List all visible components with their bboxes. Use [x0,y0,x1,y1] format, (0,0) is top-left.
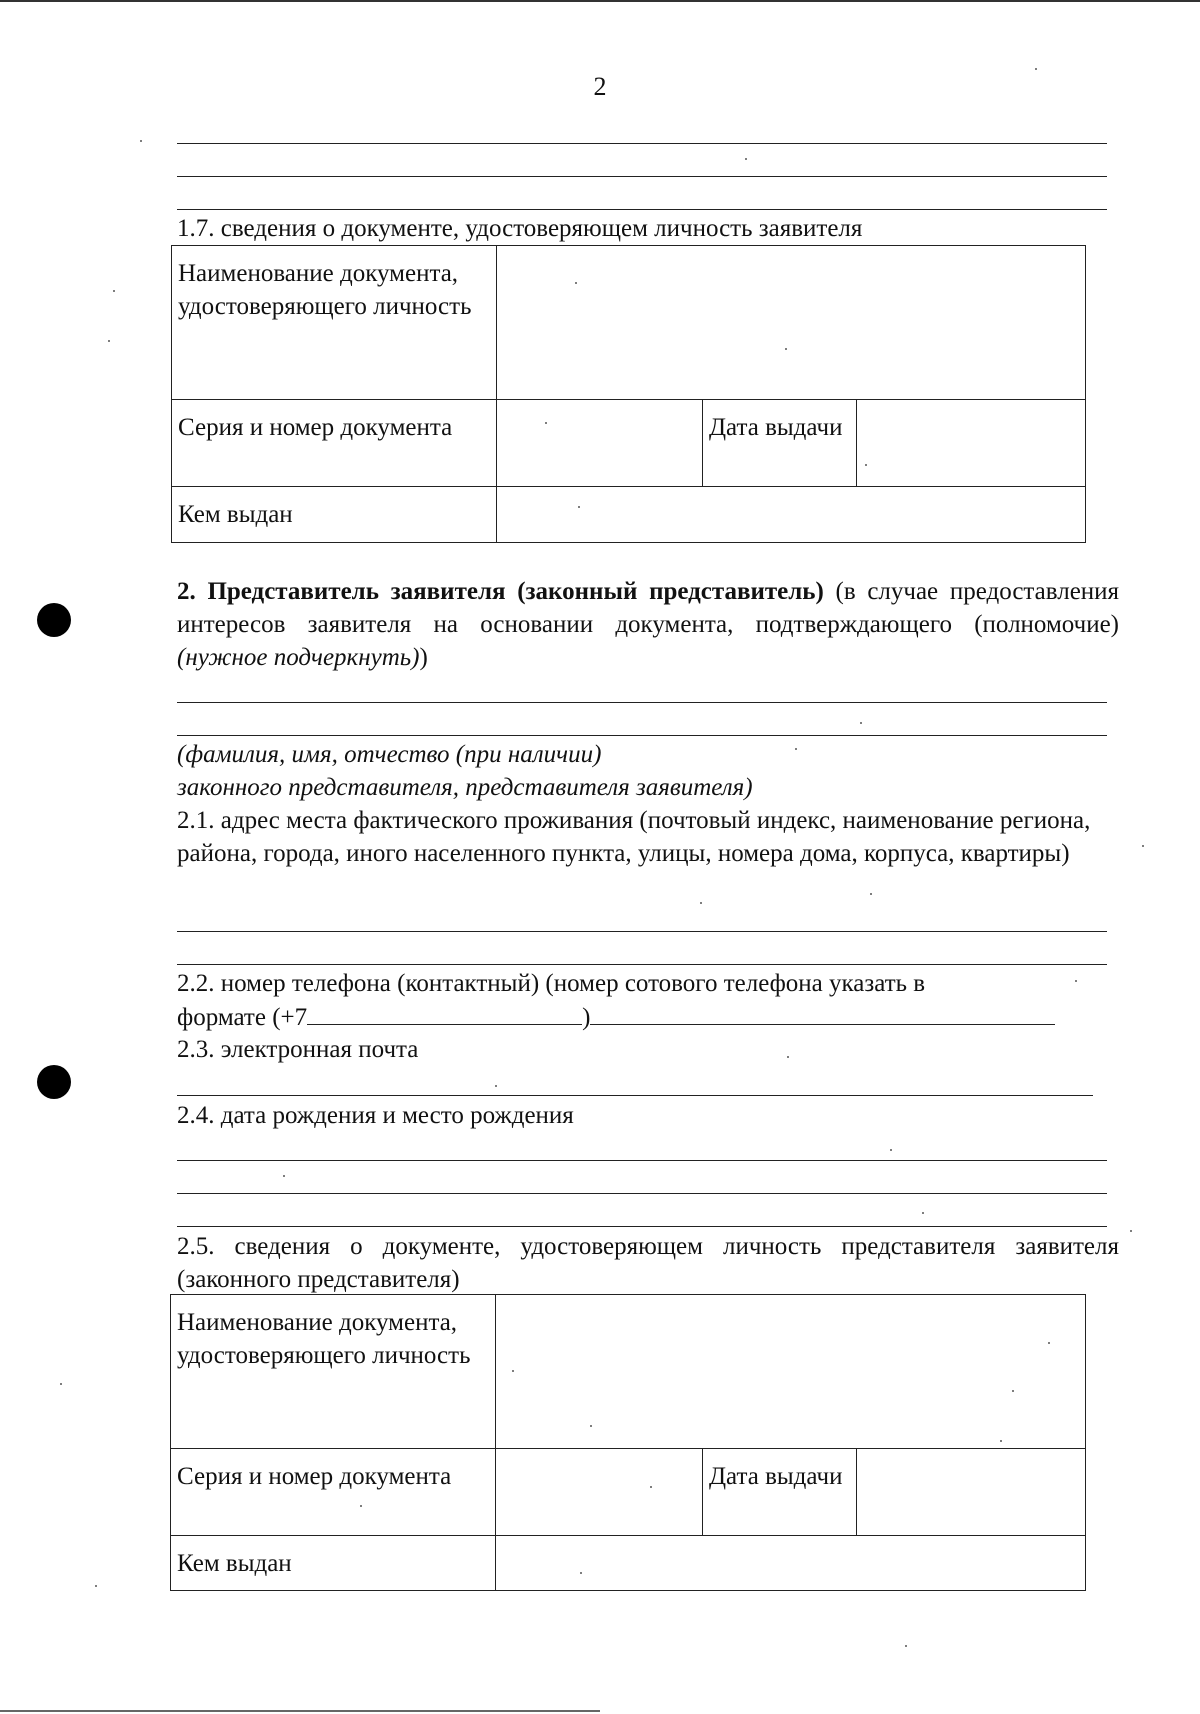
page-number: 2 [593,72,607,101]
issued-by-value-cell[interactable] [496,1536,1086,1591]
representative-name-caption-2: законного представителя, представителя заявителя) [177,774,753,801]
item-2-4: 2.4. дата рождения и место рождения [177,1102,574,1129]
series-number-label-cell [172,400,497,487]
issued-by-label: Кем выдан [178,501,293,528]
phone-format-prefix: формате (+7 [177,1004,308,1031]
issue-date-label: Дата выдачи [709,414,843,441]
section-2-title-bold-2: заявителя (законный [390,578,638,605]
table-row [172,487,1086,543]
issue-date-label-cell [703,400,857,487]
series-number-label: Серия и номер документа [178,414,453,441]
table-row [171,1449,1086,1536]
address-line-1[interactable] [177,931,1107,932]
representative-name-caption-1: (фамилия, имя, отчество (при наличии) [177,741,602,768]
section-2-title-italic: (нужное подчеркнуть) [177,644,420,671]
birth-line-3[interactable] [177,1226,1107,1227]
table-row [172,246,1086,400]
doc-name-value-cell[interactable] [496,1295,1086,1449]
punch-hole-top [37,603,71,637]
series-number-label-cell [171,1449,496,1536]
address-line-2[interactable] [177,964,1107,965]
issued-by-label: Кем выдан [177,1550,292,1577]
section-2-title [177,575,1119,674]
item-2-3: 2.3. электронная почта [177,1036,419,1063]
doc-name-label: Наименование документа, удостоверяющего личность [177,1309,471,1369]
birth-line-2[interactable] [177,1193,1107,1194]
doc-name-label-cell [172,246,497,400]
issued-by-label-cell [171,1536,496,1591]
issue-date-label-cell [703,1449,857,1536]
issue-date-value-cell[interactable] [857,1449,1086,1536]
blank-line-2 [177,176,1107,177]
issued-by-value-cell[interactable] [497,487,1086,543]
series-number-label: Серия и номер документа [177,1463,452,1490]
birth-line-1[interactable] [177,1160,1107,1161]
blank-line-1 [177,143,1107,144]
representative-name-line-2[interactable] [177,735,1107,736]
phone-format-close: ) [582,1004,591,1031]
table-row [171,1295,1086,1449]
scan-bottom-edge [0,1710,600,1712]
email-line[interactable] [177,1095,1093,1096]
series-number-value-cell[interactable] [496,1449,703,1536]
applicant-id-document-table [171,245,1086,543]
phone-extra-field[interactable] [590,1000,1055,1025]
representative-name-line-1[interactable] [177,702,1107,703]
issued-by-label-cell [172,487,497,543]
doc-name-label-cell [171,1295,496,1449]
doc-name-value-cell[interactable] [497,246,1086,400]
item-2-5: 2.5. сведения о документе, удостоверяющем личность представителя заявителя (законного представителя) [177,1233,1119,1293]
issue-date-label: Дата выдачи [709,1463,843,1490]
section-2-number: 2. [177,578,196,605]
table-row [171,1536,1086,1591]
punch-hole-bottom [37,1065,71,1099]
phone-number-field[interactable] [307,1000,582,1025]
section-2-title-bold-1: Представитель [207,578,379,605]
series-number-value-cell[interactable] [497,400,703,487]
table-row [172,400,1086,487]
section-2-title-close: ) [419,644,428,671]
item-2-2-line-2 [177,1000,1055,1034]
section-2-title-rest: (в случае предоставления интересов заявителя на основании документа, подтверждающего (полномочие) [177,578,1120,638]
section-2-title-bold-3: представитель) [649,578,824,605]
scan-top-edge [0,0,1200,2]
representative-id-document-table [170,1294,1086,1591]
item-2-2-line-1: 2.2. номер телефона (контактный) (номер сотового телефона указать в [177,970,926,997]
item-2-1: 2.1. адрес места фактического проживания (почтовый индекс, наименование региона, района, города, иного населенного пункта, улицы, номера дома, корпуса, квартиры) [177,807,1091,867]
blank-line-3 [177,209,1107,210]
section-1-7-heading: 1.7. сведения о документе, удостоверяющем личность заявителя [177,215,863,242]
issue-date-value-cell[interactable] [857,400,1086,487]
doc-name-label: Наименование документа, удостоверяющего личность [178,260,472,320]
